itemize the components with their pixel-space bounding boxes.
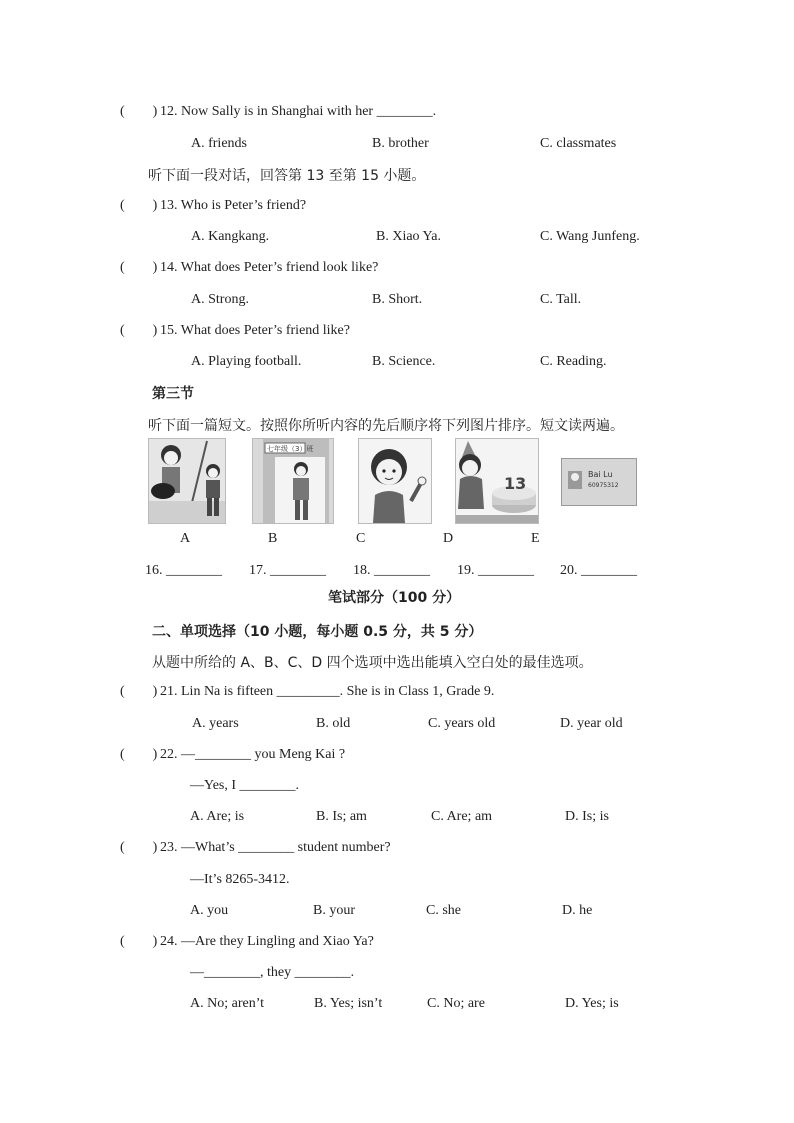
written-part-title: 笔试部分（100 分） xyxy=(328,590,461,606)
question-21 xyxy=(120,684,494,700)
card-number: 60975312 xyxy=(588,482,619,489)
answer-paren[interactable]: ( ) xyxy=(120,104,158,119)
answer-paren[interactable]: ( ) xyxy=(120,198,158,213)
option-c: C. Tall. xyxy=(540,292,582,307)
answer-blank-18[interactable]: 18. ________ xyxy=(353,563,430,578)
question-23-line-2: —It’s 8265-3412. xyxy=(190,872,290,887)
question-stem: 21. Lin Na is fifteen _________. She is in Class 1, Grade 9. xyxy=(160,684,495,699)
option-d: D. Yes; is xyxy=(565,996,619,1011)
answer-paren[interactable]: ( ) xyxy=(120,747,158,762)
option-c: C. she xyxy=(426,903,461,918)
option-a: A. Kangkang. xyxy=(191,229,270,244)
option-b: B. Science. xyxy=(372,354,436,369)
option-d: D. Is; is xyxy=(565,809,609,824)
question-stem: 15. What does Peter’s friend like? xyxy=(160,323,350,338)
answer-paren[interactable]: ( ) xyxy=(120,260,158,275)
option-c: C. Wang Junfeng. xyxy=(540,229,640,244)
question-14 xyxy=(120,260,378,276)
picture-label-c: C xyxy=(356,531,366,546)
option-a: A. friends xyxy=(191,136,247,151)
question-22 xyxy=(120,747,345,763)
picture-d-illustration xyxy=(456,439,538,523)
answer-blank-16[interactable]: 16. ________ xyxy=(145,563,222,578)
question-24-line-2: —________, they ________. xyxy=(190,965,355,980)
picture-label-b: B xyxy=(268,531,278,546)
question-23 xyxy=(120,840,391,856)
answer-paren[interactable]: ( ) xyxy=(120,323,158,338)
option-a: A. No; aren’t xyxy=(190,996,264,1011)
option-d: D. he xyxy=(562,903,593,918)
option-b: B. Short. xyxy=(372,292,423,307)
option-c: C. classmates xyxy=(540,136,617,151)
option-b: B. Yes; isn’t xyxy=(314,996,383,1011)
picture-c xyxy=(358,438,432,524)
picture-c-illustration xyxy=(359,439,431,523)
part-2-title: 二、单项选择（10 小题，每小题 0.5 分，共 5 分） xyxy=(152,624,483,640)
option-b: B. brother xyxy=(372,136,429,151)
section-3-instruction: 听下面一篇短文。按照你所听内容的先后顺序将下列图片排序。短文读两遍。 xyxy=(148,418,624,434)
answer-blank-19[interactable]: 19. ________ xyxy=(457,563,534,578)
option-d: D. year old xyxy=(560,716,623,731)
card-name: Bai Lu xyxy=(588,470,613,479)
option-c: C. years old xyxy=(428,716,496,731)
question-stem: 24. —Are they Lingling and Xiao Ya? xyxy=(160,934,374,949)
question-stem: 22. —________ you Meng Kai ? xyxy=(160,747,346,762)
id-card-illustration xyxy=(562,459,636,505)
picture-d xyxy=(455,438,539,524)
question-22-line-2: —Yes, I ________. xyxy=(190,778,300,793)
question-stem: 23. —What’s ________ student number? xyxy=(160,840,391,855)
picture-label-a: A xyxy=(180,531,191,546)
option-c: C. Are; am xyxy=(431,809,493,824)
option-a: A. years xyxy=(192,716,239,731)
question-12 xyxy=(120,104,436,120)
answer-paren[interactable]: ( ) xyxy=(120,684,158,699)
question-13 xyxy=(120,198,306,214)
answer-paren[interactable]: ( ) xyxy=(120,840,158,855)
instruction-13-15: 听下面一段对话，回答第 13 至第 15 小题。 xyxy=(148,168,426,184)
option-b: B. Is; am xyxy=(316,809,367,824)
picture-b-illustration xyxy=(253,439,333,523)
answer-blank-20[interactable]: 20. ________ xyxy=(560,563,637,578)
answer-blank-17[interactable]: 17. ________ xyxy=(249,563,326,578)
option-a: A. Strong. xyxy=(191,292,249,307)
option-a: A. Are; is xyxy=(190,809,245,824)
option-c: C. No; are xyxy=(427,996,485,1011)
option-a: A. you xyxy=(190,903,229,918)
option-b: B. your xyxy=(313,903,355,918)
picture-b xyxy=(252,438,334,524)
section-3-title: 第三节 xyxy=(152,386,194,402)
question-stem: 14. What does Peter’s friend look like? xyxy=(160,260,379,275)
class-sign-text: 七年级（3）班 xyxy=(267,445,314,453)
option-b: B. Xiao Ya. xyxy=(376,229,441,244)
option-b: B. old xyxy=(316,716,351,731)
answer-paren[interactable]: ( ) xyxy=(120,934,158,949)
cake-number: 13 xyxy=(504,474,527,493)
question-stem: 13. Who is Peter’s friend? xyxy=(160,198,307,213)
picture-a-illustration xyxy=(149,439,225,523)
picture-label-d: D xyxy=(443,531,454,546)
question-stem: 12. Now Sally is in Shanghai with her ________. xyxy=(160,104,437,119)
option-c: C. Reading. xyxy=(540,354,607,369)
question-15 xyxy=(120,323,350,339)
part-2-instruction: 从题中所给的 A、B、C、D 四个选项中选出能填入空白处的最佳选项。 xyxy=(152,655,593,671)
picture-label-e: E xyxy=(531,531,540,546)
picture-e xyxy=(561,458,637,506)
option-a: A. Playing football. xyxy=(191,354,302,369)
question-24 xyxy=(120,934,374,950)
picture-a xyxy=(148,438,226,524)
